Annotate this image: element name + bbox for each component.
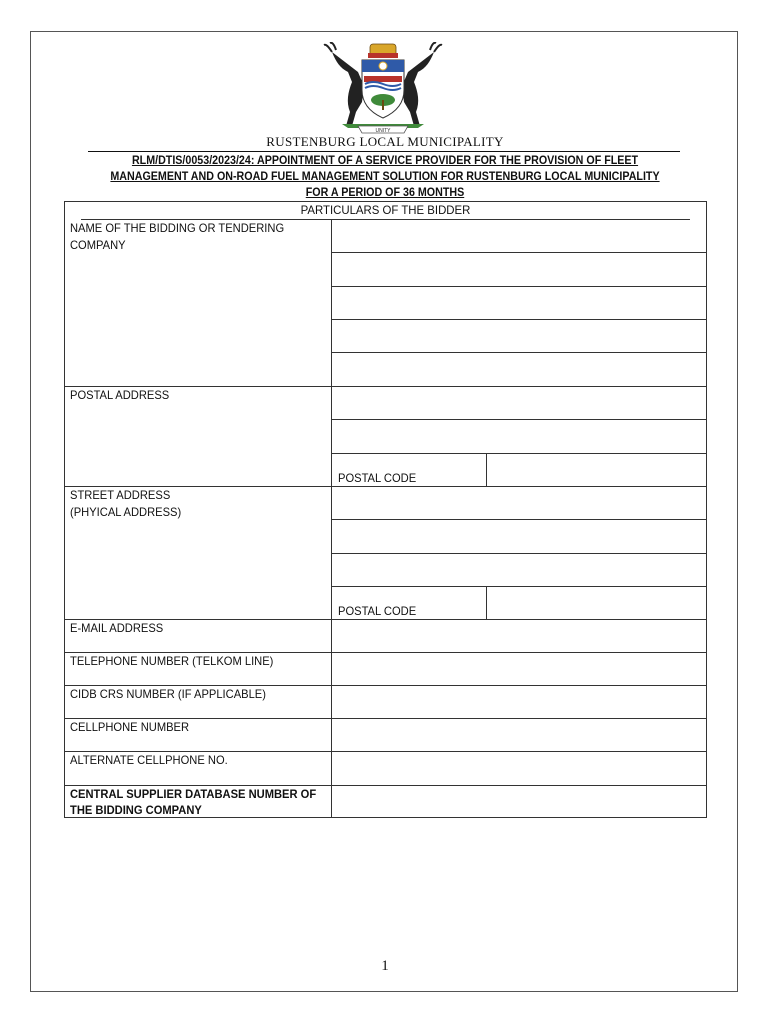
- company-name-line-4: [331, 352, 706, 353]
- page-number: 1: [381, 958, 389, 974]
- tender-title-line-1: RLM/DTIS/0053/2023/24: APPOINTMENT OF A SERVICE PROVIDER FOR THE PROVISION OF FLEET: [131, 155, 639, 167]
- tender-title-line-2: MANAGEMENT AND ON-ROAD FUEL MANAGEMENT SOLUTION FOR RUSTENBURG LOCAL MUNICIPALITY: [110, 171, 660, 183]
- cidb-label: CIDB CRS NUMBER (IF APPLICABLE): [70, 687, 266, 701]
- cellphone-label: CELLPHONE NUMBER: [70, 720, 190, 734]
- street-address-line-1: [331, 519, 706, 520]
- postal-address-line-2: [331, 453, 706, 454]
- company-name-line-1: [331, 252, 706, 253]
- company-name-line-2: [331, 286, 706, 287]
- csd-label-line-2: THE BIDDING COMPANY: [70, 803, 202, 817]
- crest-motto: UNITY: [375, 128, 391, 134]
- postal-address-label: POSTAL ADDRESS: [70, 388, 170, 402]
- csd-label-line-1: CENTRAL SUPPLIER DATABASE NUMBER OF: [70, 787, 317, 801]
- street-address-label-line-1: STREET ADDRESS: [70, 488, 171, 502]
- table-heading: PARTICULARS OF THE BIDDER: [81, 202, 690, 220]
- title-rule: [88, 151, 680, 152]
- street-postal-code-label: POSTAL CODE: [338, 604, 417, 618]
- tender-title: [85, 153, 686, 201]
- bidder-particulars-table: [64, 201, 707, 818]
- email-label: E-MAIL ADDRESS: [70, 621, 164, 635]
- company-name-label-line-2: COMPANY: [70, 238, 126, 252]
- street-address-label-line-2: (PHYICAL ADDRESS): [70, 505, 182, 519]
- postal-code-divider: [486, 453, 487, 486]
- tender-title-line-3: FOR A PERIOD OF 36 MONTHS: [305, 187, 465, 199]
- street-postal-code-divider: [486, 586, 487, 619]
- municipality-name: RUSTENBURG LOCAL MUNICIPALITY: [266, 134, 504, 149]
- street-address-line-2: [331, 553, 706, 554]
- column-divider: [331, 219, 332, 817]
- street-address-line-3: [331, 586, 706, 587]
- company-name-line-3: [331, 319, 706, 320]
- alt-cellphone-label: ALTERNATE CELLPHONE NO.: [70, 753, 228, 767]
- municipal-crest-logo: [318, 42, 448, 134]
- telephone-label: TELEPHONE NUMBER (TELKOM LINE): [70, 654, 274, 668]
- postal-address-line-1: [331, 419, 706, 420]
- postal-code-label: POSTAL CODE: [338, 471, 417, 485]
- company-name-label-line-1: NAME OF THE BIDDING OR TENDERING: [70, 221, 285, 235]
